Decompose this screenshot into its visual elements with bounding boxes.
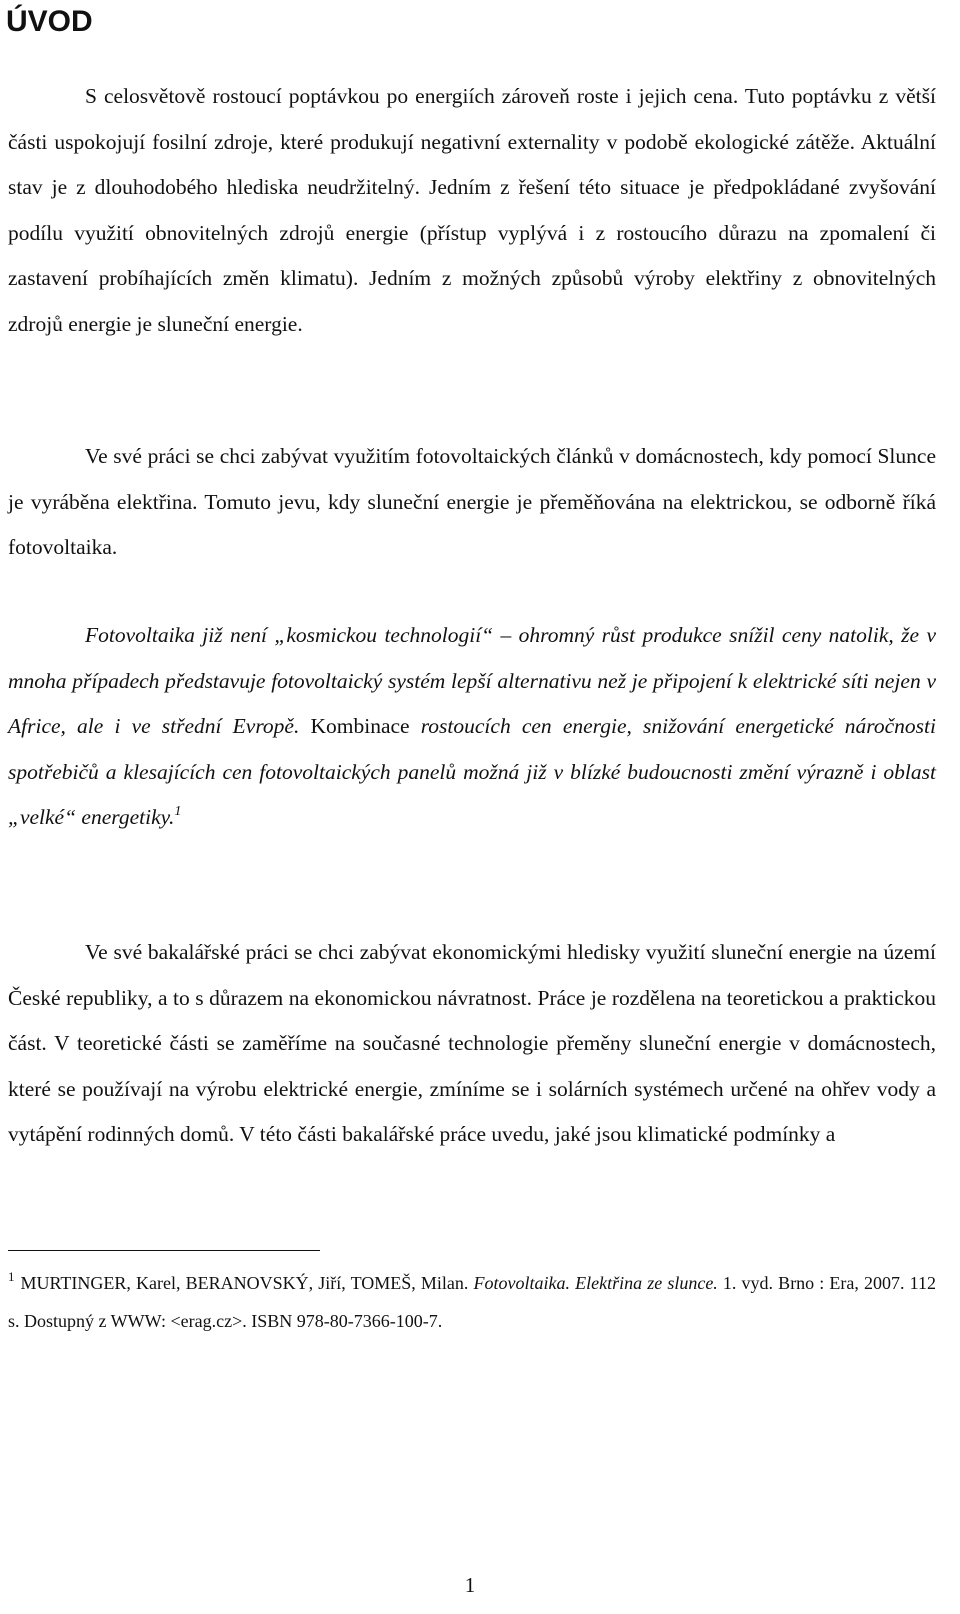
footnote-separator: [8, 1250, 320, 1251]
footnote-authors: MURTINGER, Karel, BERANOVSKÝ, Jiří, TOMEŠ, Milan.: [20, 1273, 474, 1293]
paragraph-aim: Ve své práci se chci zabývat využitím fotovoltaických článků v domácnostech, kdy pomocí Slunce je vyráběna elektřina. Tomuto jevu, kdy sluneční energie je přeměňována na elektrickou, se odborně říká fotovoltaika.: [8, 444, 936, 559]
paragraph-intro: S celosvětově rostoucí poptávkou po energiích zároveň roste i jejich cena. Tuto poptávku z větší části uspokojují fosilní zdroje, které produkují negativní externality v podobě ekologické zátěže. Aktuální stav je z dlouhodobého hlediska neudržitelný. Jedním z řešení této situace je předpokládané zvyšování podílu využití obnovitelných zdrojů energie (přístup vyplývá i z rostoucího důrazu na zpomalení či zastavení probíhajících změn klimatu). Jedním z možných způsobů výroby elektřiny z obnovitelných zdrojů energie je sluneční energie.: [8, 84, 936, 336]
quote-text-plain: Kombinace: [299, 714, 421, 738]
footnote-number: 1: [8, 1269, 15, 1284]
footnote-publication: 1. vyd. Brno : Era, 2007. 112 s. Dostupný z WWW: <erag.cz>. ISBN 978-80-7366-100-7.: [8, 1273, 936, 1331]
paragraph-structure: Ve své bakalářské práci se chci zabývat ekonomickými hledisky využití sluneční energie na území České republiky, a to s důrazem na ekonomickou návratnost. Práce je rozdělena na teoretickou a praktickou část. V teoretické části se zaměříme na současné technologie přeměny sluneční energie v domácnostech, které se používají na výrobu elektrické energie, zmíníme se i solárních systémech určené na ohřev vody a vytápění rodinných domů. V této části bakalářské práce uvedu, jaké jsou klimatické podmínky a: [8, 940, 936, 1146]
section-heading: ÚVOD: [6, 5, 93, 38]
paragraph-quote: [8, 613, 936, 841]
page-number: 1: [464, 1573, 476, 1597]
footnote-title: Fotovoltaika. Elektřina ze slunce.: [473, 1273, 718, 1293]
footnote-reference[interactable]: 1: [174, 804, 182, 819]
footnote: [8, 1264, 936, 1340]
quote-text-italic-1: Fotovoltaika již není „kosmickou technologií“ – ohromný růst produkce snížil ceny natolik, že v mnoha případech představuje fotovoltaický systém lepší alternativu než je připojení k elektrické síti nejen v Africe, ale i ve střední Evropě.: [8, 623, 936, 738]
quote-text-italic-2: rostoucích cen energie, snižování energetické náročnosti spotřebičů a klesajících cen fotovoltaických panelů možná již v blízké budoucnosti změní výrazně i oblast „velké“ energetiky.: [8, 714, 936, 829]
